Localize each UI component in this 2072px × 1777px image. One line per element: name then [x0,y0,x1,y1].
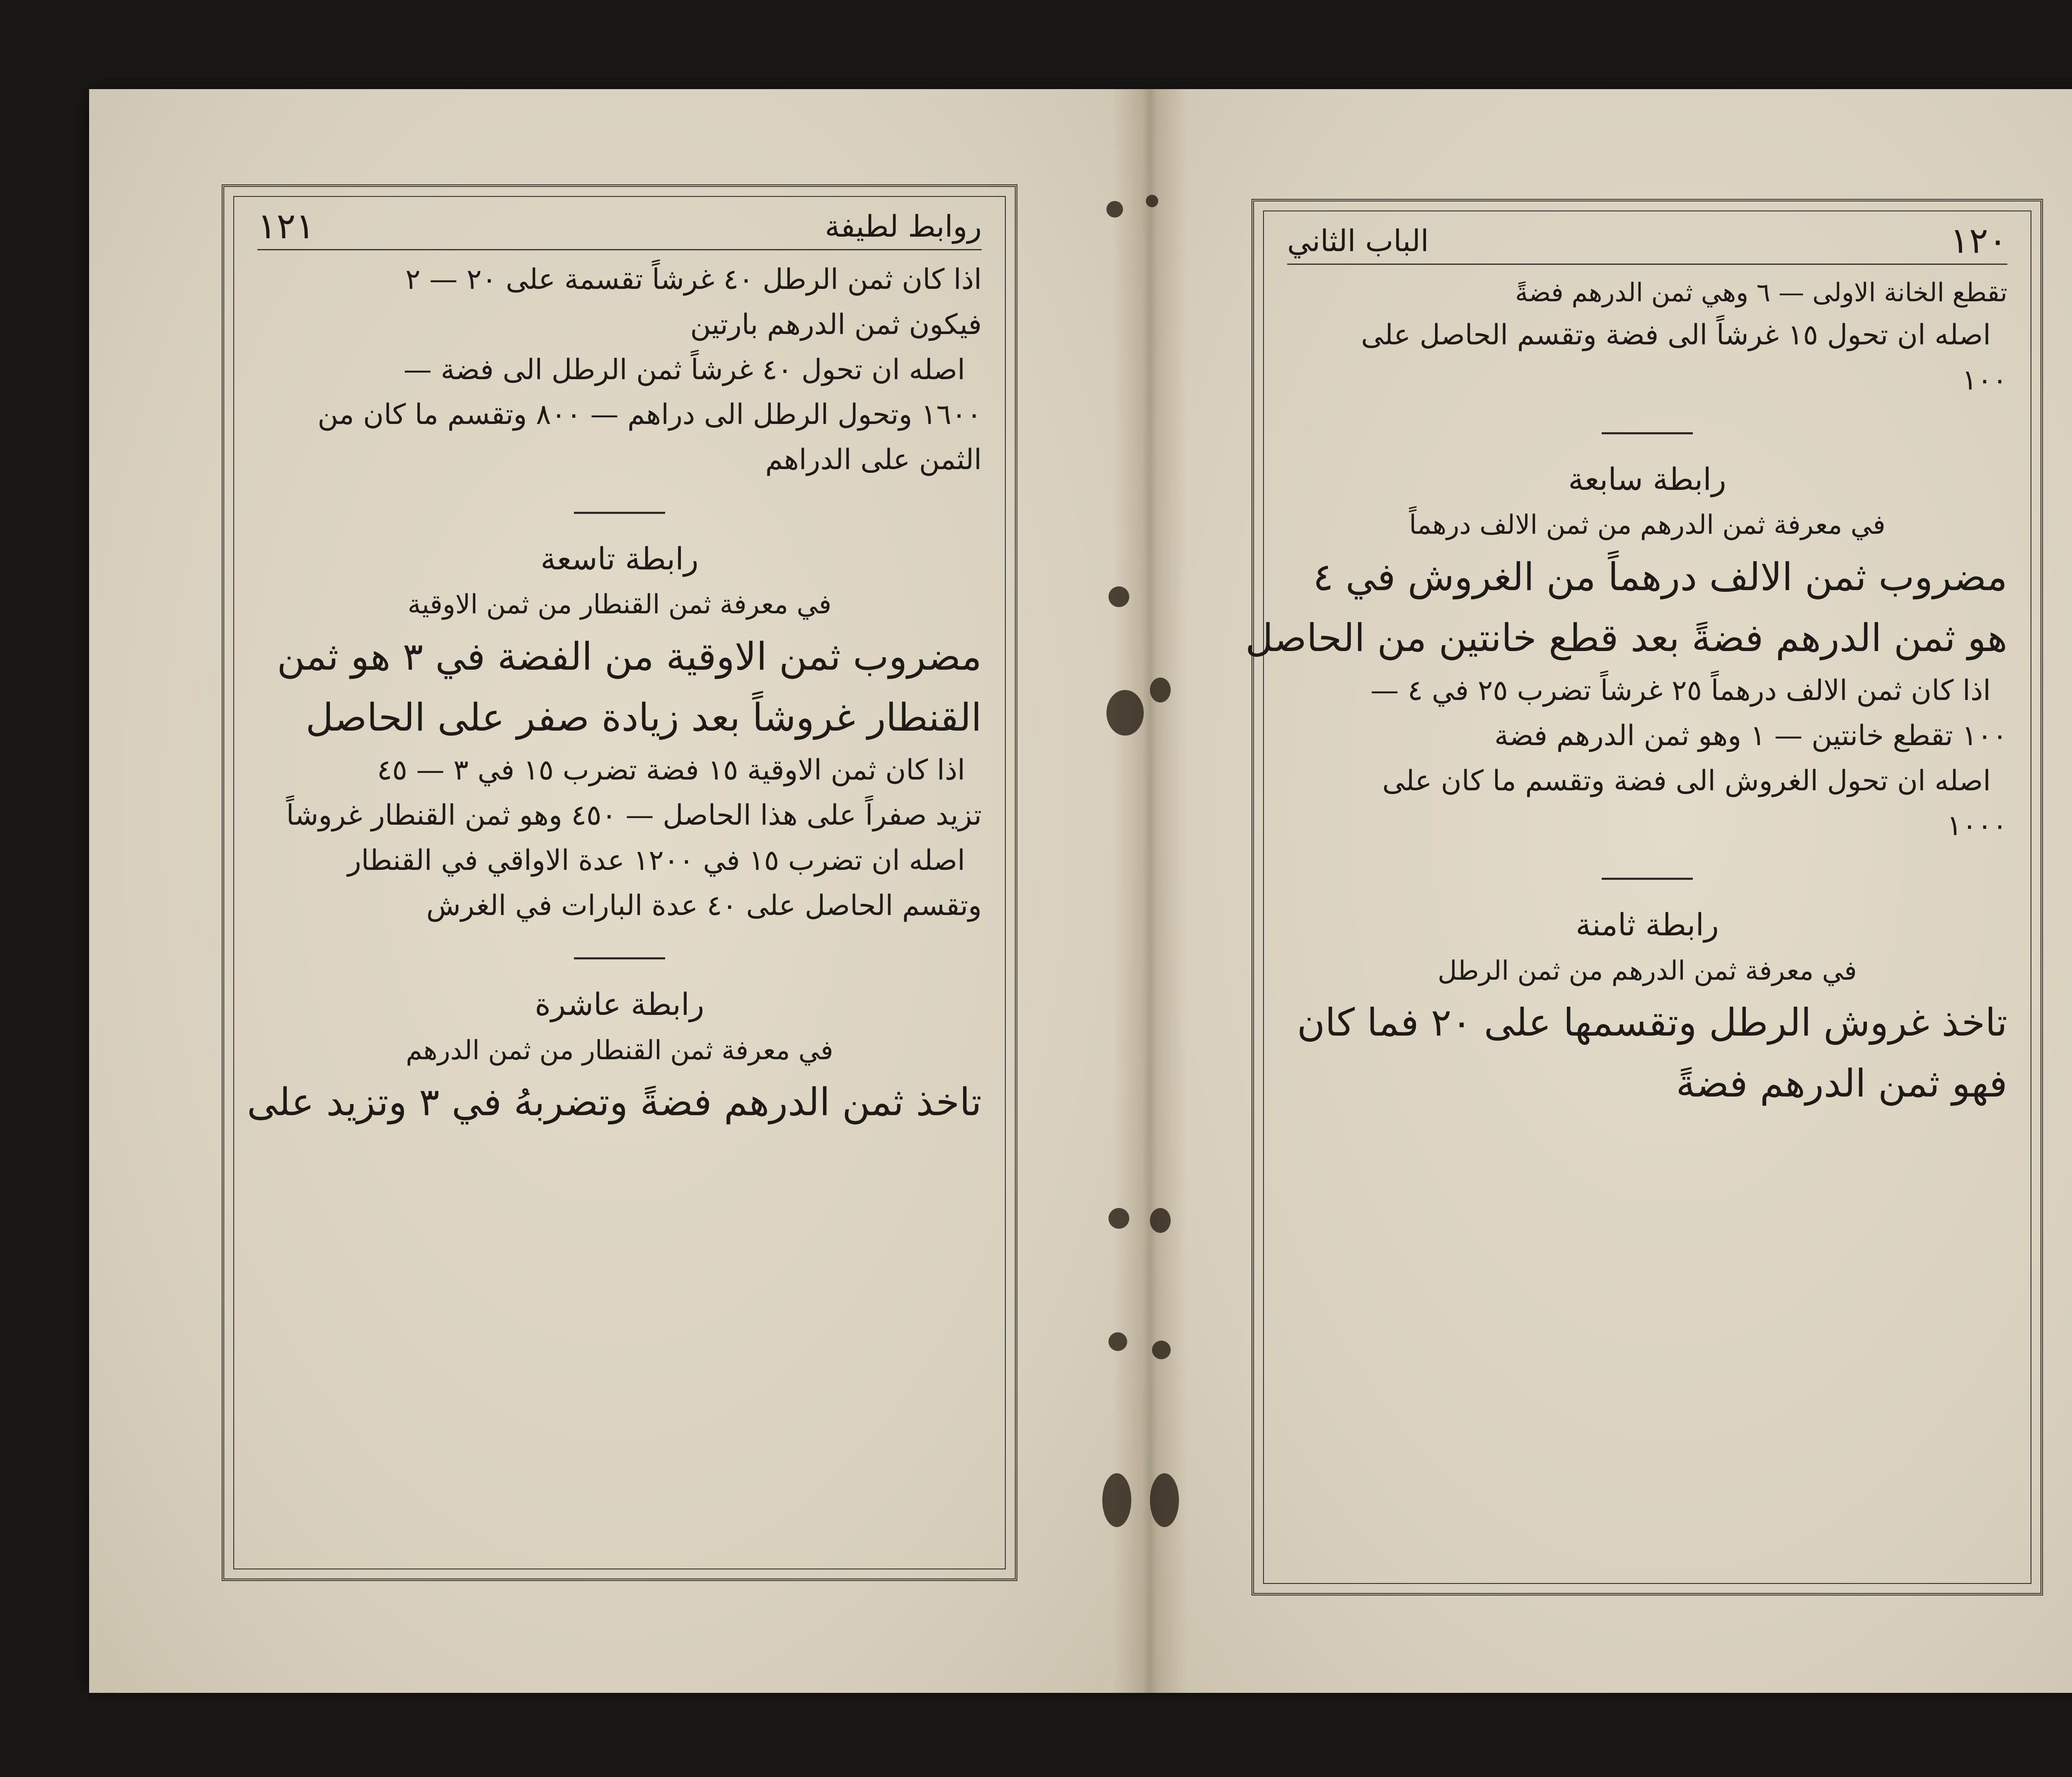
left-page-header [257,203,982,250]
section-heading: رابطة عاشرة [535,987,704,1023]
left-page-frame [222,184,1017,1581]
right-page-body [1245,272,2007,1568]
section-heading: رابطة تاسعة [540,541,699,577]
text-line: الثمن على الدراهم [765,443,982,477]
section-subheading: في معرفة ثمن القنطار من ثمن الدرهم [406,1035,833,1066]
section-divider [574,957,665,959]
text-line: اصله ان تحول ٤٠ غرشاً ثمن الرطل الى فضة — [403,353,965,386]
text-line: اذا كان ثمن الاوقية ١٥ فضة تضرب ١٥ في ٣ — ٤٥ [377,754,965,787]
section-subheading: في معرفة ثمن الدرهم من ثمن الالف درهماً [1409,510,1886,541]
text-line: ١٦٠٠ وتحول الرطل الى دراهم — ٨٠٠ وتقسم ما كان من [317,398,982,431]
rule-line: مضروب ثمن الاوقية من الفضة في ٣ هو ثمن [277,634,982,679]
page-number: ١٢٠ [1950,220,2007,261]
book-gutter [1113,89,1187,1693]
text-line: اصله ان تضرب ١٥ في ١٢٠٠ عدة الاواقي في القنطار [347,844,965,877]
rule-line: تاخذ ثمن الدرهم فضةً وتضربهُ في ٣ وتزيد على [247,1080,982,1125]
rule-line: تاخذ غروش الرطل وتقسمها على ٢٠ فما كان [1297,1000,2007,1045]
binding-hole [1150,1473,1179,1527]
text-line: ١٠٠ تقطع خانتين — ١ وهو ثمن الدرهم فضة [1494,719,2007,752]
text-line: اصله ان تحول الغروش الى فضة وتقسم ما كان على [1382,764,1991,797]
text-line: تقطع الخانة الاولى — ٦ وهي ثمن الدرهم فضةً [1515,277,2007,307]
text-line: ١٠٠ [1962,363,2007,397]
text-line: ١٠٠٠ [1946,809,2007,843]
rule-line: القنطار غروشاً بعد زيادة صفر على الحاصل [305,695,982,740]
binding-hole [1146,195,1158,207]
section-divider [574,512,665,514]
running-title: روابط لطيفة [825,209,982,244]
text-line: وتقسم الحاصل على ٤٠ عدة البارات في الغرش [426,889,982,922]
open-book [89,89,2072,1693]
rule-line: هو ثمن الدرهم فضةً بعد قطع خانتين من الحاصل [1245,615,2007,660]
right-page-frame [1245,199,2043,1595]
section-heading: رابطة سابعة [1568,461,1726,497]
binding-hole [1150,678,1171,702]
binding-hole [1109,586,1129,607]
section-divider [1602,432,1693,434]
text-line: تزيد صفراً على هذا الحاصل — ٤٥٠ وهو ثمن القنطار غروشاً [286,799,982,832]
section-heading: رابطة ثامنة [1576,907,1719,943]
section-divider [1602,878,1693,880]
section-subheading: في معرفة ثمن الدرهم من ثمن الرطل [1438,955,1857,986]
text-line: فيكون ثمن الدرهم بارتين [690,308,982,341]
right-page-header [1287,218,2007,265]
rule-line: فهو ثمن الدرهم فضةً [1676,1061,2007,1106]
page-number: ١٢١ [257,206,315,247]
text-line: اذا كان ثمن الالف درهماً ٢٥ غرشاً تضرب ٢٥ في ٤ — [1370,674,1991,707]
binding-hole [1106,690,1144,736]
binding-hole [1150,1208,1171,1233]
section-subheading: في معرفة ثمن القنطار من ثمن الاوقية [407,589,832,620]
running-title: الباب الثاني [1287,223,1429,258]
binding-hole [1109,1208,1129,1229]
text-line: اصله ان تحول ١٥ غرشاً الى فضة وتقسم الحاصل على [1361,319,1991,352]
binding-hole [1102,1473,1131,1527]
binding-hole [1109,1332,1127,1351]
rule-line: مضروب ثمن الالف درهماً من الغروش في ٤ [1313,554,2007,599]
text-line: اذا كان ثمن الرطل ٤٠ غرشاً تقسمة على ٢٠ — ٢ [405,263,982,296]
left-page-body [247,257,982,1554]
binding-hole [1152,1341,1171,1359]
binding-hole [1106,201,1123,218]
